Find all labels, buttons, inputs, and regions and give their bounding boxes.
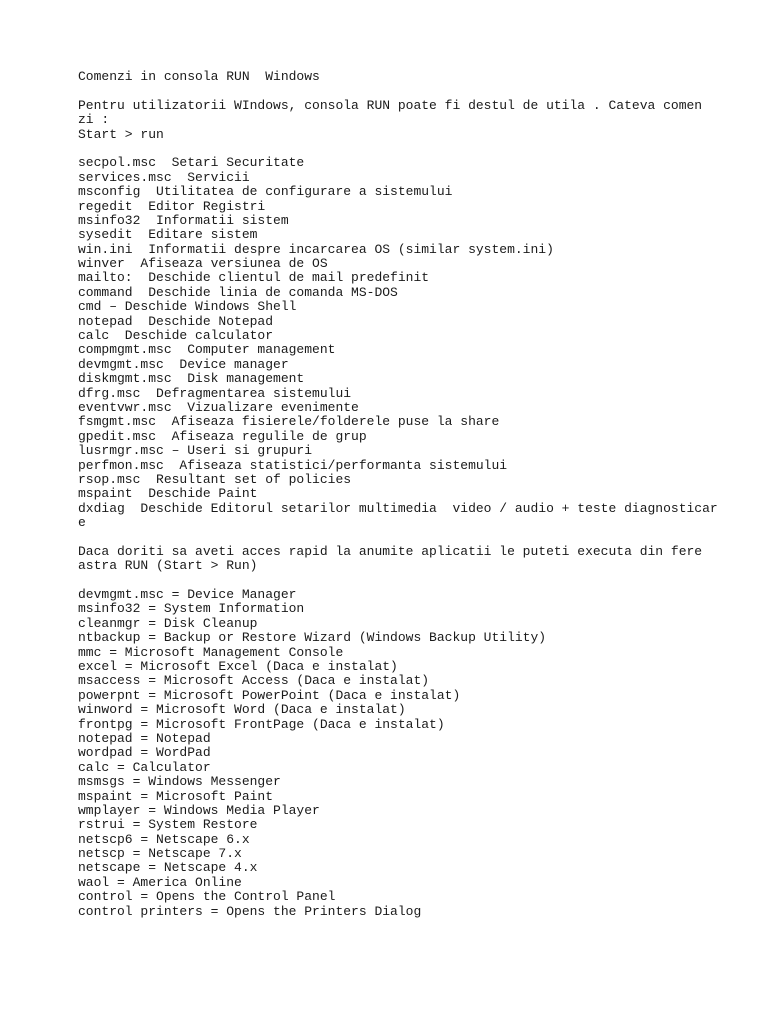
command-line: command Deschide linia de comanda MS-DOS	[78, 284, 398, 300]
app-line: ntbackup = Backup or Restore Wizard (Windows Backup Utility)	[78, 630, 547, 646]
quick-access-line: Daca doriti sa aveti acces rapid la anumite aplicatii le puteti executa din fere	[78, 543, 703, 559]
intro-line: zi :	[78, 112, 110, 128]
spacer	[78, 574, 738, 588]
command-line: cmd – Deschide Windows Shell	[78, 299, 297, 315]
intro-line: Pentru utilizatorii WIndows, consola RUN poate fi destul de utila . Cateva comen	[78, 97, 703, 113]
command-line: winver Afiseaza versiunea de OS	[78, 256, 328, 272]
quick-access-line: astra RUN (Start > Run)	[78, 558, 258, 574]
command-line: msinfo32 Informatii sistem	[78, 212, 289, 228]
app-line: wordpad = WordPad	[78, 745, 211, 761]
command-line: msconfig Utilitatea de configurare a sistemului	[78, 184, 453, 200]
command-line: regedit Editor Registri	[78, 198, 266, 214]
command-line: perfmon.msc Afiseaza statistici/performanta sistemului	[78, 457, 508, 473]
command-line: mailto: Deschide clientul de mail predefinit	[78, 270, 430, 286]
app-line: notepad = Notepad	[78, 730, 211, 746]
intro-line: Start > run	[78, 126, 164, 142]
command-line: calc Deschide calculator	[78, 328, 274, 344]
app-line: netscape = Netscape 4.x	[78, 860, 258, 876]
command-line: mspaint Deschide Paint	[78, 486, 258, 502]
command-line: sysedit Editare sistem	[78, 227, 258, 243]
app-line: netscp = Netscape 7.x	[78, 846, 242, 862]
document-page	[78, 70, 738, 919]
app-line: winword = Microsoft Word (Daca e instalat)	[78, 702, 406, 718]
app-line: control = Opens the Control Panel	[78, 889, 336, 905]
app-line: mmc = Microsoft Management Console	[78, 644, 344, 660]
app-line: mspaint = Microsoft Paint	[78, 788, 274, 804]
document-title: Comenzi in consola RUN Windows	[78, 69, 320, 84]
command-line: dfrg.msc Defragmentarea sistemului	[78, 385, 352, 401]
app-line: waol = America Online	[78, 874, 242, 890]
spacer	[78, 84, 738, 98]
command-line: dxdiag Deschide Editorul setarilor multimedia video / audio + teste diagnosticar	[78, 500, 718, 516]
app-line: frontpg = Microsoft FrontPage (Daca e instalat)	[78, 716, 445, 732]
app-line: calc = Calculator	[78, 759, 211, 775]
spacer	[78, 531, 738, 545]
app-line: msinfo32 = System Information	[78, 601, 305, 617]
command-line: eventvwr.msc Vizualizare evenimente	[78, 399, 359, 415]
app-line: devmgmt.msc = Device Manager	[78, 587, 297, 603]
app-line: excel = Microsoft Excel (Daca e instalat)	[78, 659, 398, 675]
command-line: services.msc Servicii	[78, 169, 250, 185]
command-line: secpol.msc Setari Securitate	[78, 155, 305, 171]
command-line: e	[78, 515, 86, 531]
app-line: rstrui = System Restore	[78, 817, 258, 833]
app-line: netscp6 = Netscape 6.x	[78, 831, 250, 847]
command-line: compmgmt.msc Computer management	[78, 342, 336, 358]
command-line: lusrmgr.msc – Useri si grupuri	[78, 443, 313, 459]
command-line: fsmgmt.msc Afiseaza fisierele/folderele puse la share	[78, 414, 500, 430]
command-line: notepad Deschide Notepad	[78, 313, 274, 329]
command-line: devmgmt.msc Device manager	[78, 356, 289, 372]
command-list	[78, 156, 738, 530]
app-line: wmplayer = Windows Media Player	[78, 802, 320, 818]
spacer	[78, 142, 738, 156]
command-line: win.ini Informatii despre incarcarea OS (similar system.ini)	[78, 241, 554, 257]
app-line: msmsgs = Windows Messenger	[78, 774, 281, 790]
app-list	[78, 588, 738, 919]
app-line: cleanmgr = Disk Cleanup	[78, 615, 258, 631]
app-line: msaccess = Microsoft Access (Daca e instalat)	[78, 673, 430, 689]
app-line: powerpnt = Microsoft PowerPoint (Daca e instalat)	[78, 687, 461, 703]
command-line: rsop.msc Resultant set of policies	[78, 471, 352, 487]
app-line: control printers = Opens the Printers Dialog	[78, 903, 422, 919]
command-line: gpedit.msc Afiseaza regulile de grup	[78, 428, 367, 444]
command-line: diskmgmt.msc Disk management	[78, 371, 305, 387]
